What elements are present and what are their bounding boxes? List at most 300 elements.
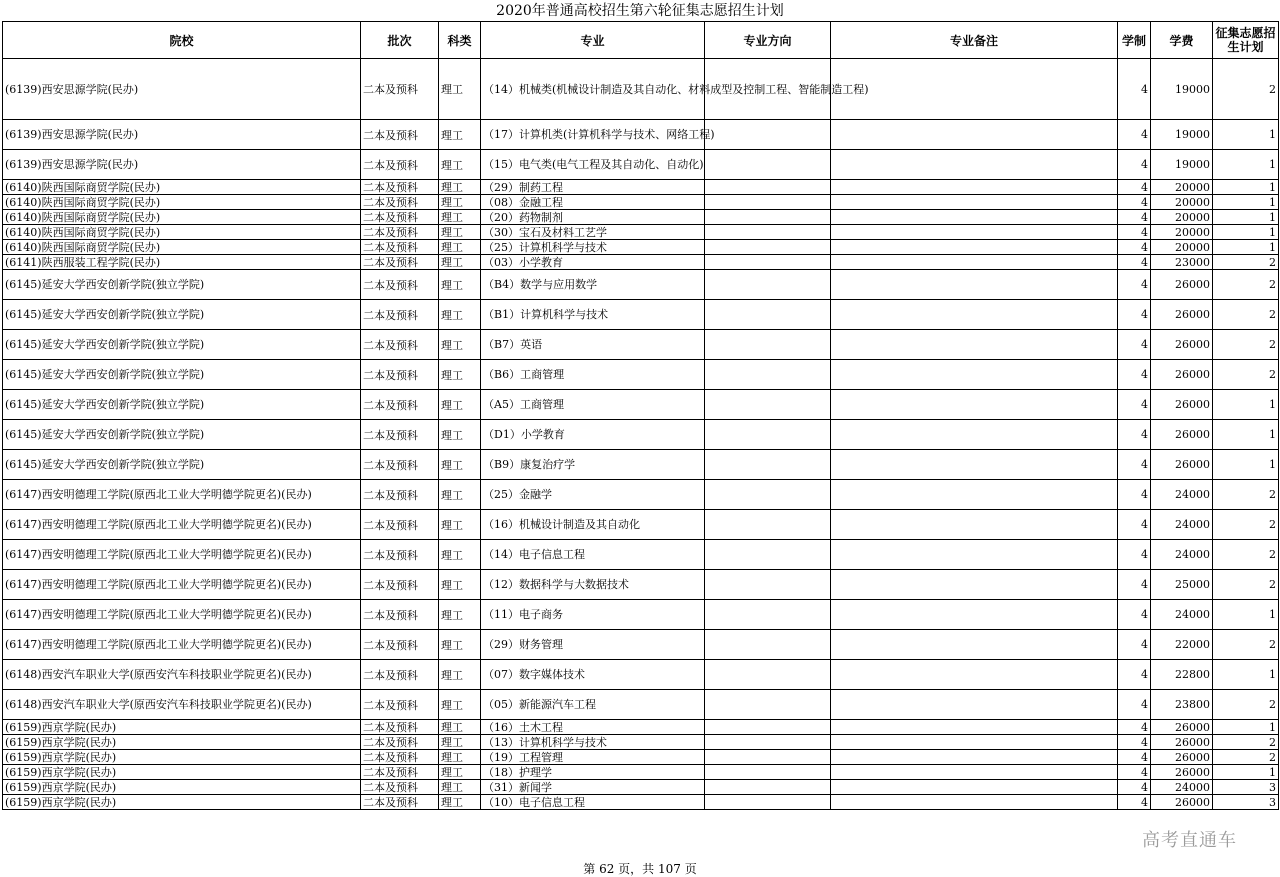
cell-quota: 3 — [1213, 795, 1279, 810]
cell-quota: 1 — [1213, 765, 1279, 780]
cell-quota: 1 — [1213, 600, 1279, 630]
cell-remark — [831, 795, 1118, 810]
header-category: 科类 — [439, 22, 481, 59]
table-row — [3, 690, 1279, 720]
cell-remark — [831, 510, 1118, 540]
cell-batch: 二本及预科 — [361, 540, 439, 570]
cell-school: (6140)陕西国际商贸学院(民办) — [3, 210, 361, 225]
cell-tuition: 23000 — [1151, 255, 1213, 270]
cell-direction — [705, 690, 831, 720]
cell-quota: 1 — [1213, 195, 1279, 210]
table-row — [3, 750, 1279, 765]
cell-category: 理工 — [439, 750, 481, 765]
cell-quota: 2 — [1213, 630, 1279, 660]
table-row — [3, 210, 1279, 225]
cell-remark — [831, 420, 1118, 450]
cell-years: 4 — [1118, 780, 1151, 795]
cell-remark — [831, 750, 1118, 765]
cell-batch: 二本及预科 — [361, 450, 439, 480]
cell-category: 理工 — [439, 450, 481, 480]
cell-school: (6145)延安大学西安创新学院(独立学院) — [3, 390, 361, 420]
page-number: 第 62 页，共 107 页 — [583, 862, 697, 876]
cell-school: (6147)西安明德理工学院(原西北工业大学明德学院更名)(民办) — [3, 510, 361, 540]
cell-category: 理工 — [439, 630, 481, 660]
header-direction: 专业方向 — [705, 22, 831, 59]
cell-tuition: 26000 — [1151, 360, 1213, 390]
cell-years: 4 — [1118, 450, 1151, 480]
cell-quota: 1 — [1213, 390, 1279, 420]
cell-years: 4 — [1118, 330, 1151, 360]
table-row — [3, 735, 1279, 750]
cell-years: 4 — [1118, 180, 1151, 195]
cell-years: 4 — [1118, 510, 1151, 540]
cell-remark — [831, 540, 1118, 570]
header-major: 专业 — [481, 22, 705, 59]
cell-school: (6140)陕西国际商贸学院(民办) — [3, 240, 361, 255]
table-row — [3, 510, 1279, 540]
cell-batch: 二本及预科 — [361, 120, 439, 150]
cell-category: 理工 — [439, 480, 481, 510]
cell-category: 理工 — [439, 150, 481, 180]
table-row — [3, 225, 1279, 240]
cell-direction — [705, 330, 831, 360]
cell-remark — [831, 225, 1118, 240]
cell-batch: 二本及预科 — [361, 150, 439, 180]
cell-batch: 二本及预科 — [361, 480, 439, 510]
cell-quota: 2 — [1213, 540, 1279, 570]
cell-years: 4 — [1118, 300, 1151, 330]
table-row — [3, 59, 1279, 120]
cell-category: 理工 — [439, 510, 481, 540]
cell-school: (6147)西安明德理工学院(原西北工业大学明德学院更名)(民办) — [3, 540, 361, 570]
cell-school: (6145)延安大学西安创新学院(独立学院) — [3, 300, 361, 330]
table-row — [3, 765, 1279, 780]
cell-tuition: 26000 — [1151, 750, 1213, 765]
cell-major: （31）新闻学 — [481, 780, 705, 795]
cell-quota: 2 — [1213, 750, 1279, 765]
cell-school: (6148)西安汽车职业大学(原西安汽车科技职业学院更名)(民办) — [3, 690, 361, 720]
cell-school: (6159)西京学院(民办) — [3, 765, 361, 780]
cell-years: 4 — [1118, 795, 1151, 810]
cell-category: 理工 — [439, 780, 481, 795]
cell-category: 理工 — [439, 360, 481, 390]
cell-school: (6145)延安大学西安创新学院(独立学院) — [3, 270, 361, 300]
cell-category: 理工 — [439, 540, 481, 570]
cell-years: 4 — [1118, 480, 1151, 510]
cell-quota: 2 — [1213, 510, 1279, 540]
table-row — [3, 480, 1279, 510]
cell-major: （29）制药工程 — [481, 180, 705, 195]
cell-years: 4 — [1118, 600, 1151, 630]
cell-major: （25）计算机科学与技术 — [481, 240, 705, 255]
cell-batch: 二本及预科 — [361, 210, 439, 225]
cell-category: 理工 — [439, 195, 481, 210]
cell-quota: 1 — [1213, 660, 1279, 690]
cell-school: (6145)延安大学西安创新学院(独立学院) — [3, 330, 361, 360]
cell-quota: 2 — [1213, 570, 1279, 600]
cell-category: 理工 — [439, 600, 481, 630]
cell-tuition: 26000 — [1151, 450, 1213, 480]
cell-major: （19）工程管理 — [481, 750, 705, 765]
cell-batch: 二本及预科 — [361, 720, 439, 735]
cell-major: （18）护理学 — [481, 765, 705, 780]
cell-remark — [831, 360, 1118, 390]
cell-batch: 二本及预科 — [361, 780, 439, 795]
header-quota: 征集志愿招生计划 — [1213, 22, 1279, 59]
table-row — [3, 780, 1279, 795]
cell-major: （10）电子信息工程 — [481, 795, 705, 810]
cell-major: （12）数据科学与大数据技术 — [481, 570, 705, 600]
table-row — [3, 330, 1279, 360]
cell-direction — [705, 210, 831, 225]
cell-years: 4 — [1118, 225, 1151, 240]
cell-category: 理工 — [439, 660, 481, 690]
cell-school: (6159)西京学院(民办) — [3, 750, 361, 765]
cell-tuition: 26000 — [1151, 795, 1213, 810]
cell-quota: 2 — [1213, 255, 1279, 270]
cell-remark — [831, 120, 1118, 150]
cell-category: 理工 — [439, 570, 481, 600]
cell-remark — [831, 240, 1118, 255]
cell-tuition: 26000 — [1151, 300, 1213, 330]
cell-category: 理工 — [439, 765, 481, 780]
cell-batch: 二本及预科 — [361, 750, 439, 765]
table-row — [3, 255, 1279, 270]
cell-batch: 二本及预科 — [361, 630, 439, 660]
cell-remark — [831, 300, 1118, 330]
cell-major: （15）电气类(电气工程及其自动化、自动化) — [481, 150, 705, 180]
header-years: 学制 — [1118, 22, 1151, 59]
cell-major: （07）数字媒体技术 — [481, 660, 705, 690]
cell-years: 4 — [1118, 255, 1151, 270]
cell-remark — [831, 780, 1118, 795]
cell-school: (6159)西京学院(民办) — [3, 795, 361, 810]
cell-major: （B6）工商管理 — [481, 360, 705, 390]
cell-batch: 二本及预科 — [361, 765, 439, 780]
cell-years: 4 — [1118, 120, 1151, 150]
cell-remark — [831, 630, 1118, 660]
table-row — [3, 195, 1279, 210]
cell-years: 4 — [1118, 540, 1151, 570]
cell-years: 4 — [1118, 750, 1151, 765]
cell-major: （D1）小学教育 — [481, 420, 705, 450]
cell-direction — [705, 540, 831, 570]
cell-direction — [705, 390, 831, 420]
cell-direction — [705, 570, 831, 600]
table-row — [3, 795, 1279, 810]
cell-school: (6141)陕西服装工程学院(民办) — [3, 255, 361, 270]
cell-direction — [705, 420, 831, 450]
cell-remark — [831, 270, 1118, 300]
cell-school: (6147)西安明德理工学院(原西北工业大学明德学院更名)(民办) — [3, 570, 361, 600]
cell-school: (6139)西安思源学院(民办) — [3, 59, 361, 120]
cell-tuition: 22000 — [1151, 630, 1213, 660]
cell-quota: 2 — [1213, 59, 1279, 120]
cell-major: （B1）计算机科学与技术 — [481, 300, 705, 330]
cell-remark — [831, 450, 1118, 480]
table-row — [3, 390, 1279, 420]
cell-batch: 二本及预科 — [361, 255, 439, 270]
cell-batch: 二本及预科 — [361, 795, 439, 810]
cell-major: （11）电子商务 — [481, 600, 705, 630]
cell-years: 4 — [1118, 390, 1151, 420]
cell-batch: 二本及预科 — [361, 690, 439, 720]
table-row — [3, 600, 1279, 630]
table-row — [3, 540, 1279, 570]
cell-major: （03）小学教育 — [481, 255, 705, 270]
cell-category: 理工 — [439, 120, 481, 150]
cell-category: 理工 — [439, 59, 481, 120]
cell-major: （13）计算机科学与技术 — [481, 735, 705, 750]
cell-quota: 2 — [1213, 480, 1279, 510]
cell-major: （16）机械设计制造及其自动化 — [481, 510, 705, 540]
cell-remark — [831, 255, 1118, 270]
cell-remark — [831, 150, 1118, 180]
cell-batch: 二本及预科 — [361, 300, 439, 330]
cell-remark — [831, 600, 1118, 630]
cell-school: (6159)西京学院(民办) — [3, 780, 361, 795]
cell-major: （30）宝石及材料工艺学 — [481, 225, 705, 240]
cell-category: 理工 — [439, 735, 481, 750]
table-row — [3, 720, 1279, 735]
cell-remark — [831, 480, 1118, 510]
cell-school: (6139)西安思源学院(民办) — [3, 120, 361, 150]
cell-school: (6140)陕西国际商贸学院(民办) — [3, 180, 361, 195]
cell-category: 理工 — [439, 270, 481, 300]
cell-batch: 二本及预科 — [361, 510, 439, 540]
cell-direction — [705, 780, 831, 795]
cell-batch: 二本及预科 — [361, 420, 439, 450]
cell-years: 4 — [1118, 720, 1151, 735]
cell-tuition: 19000 — [1151, 150, 1213, 180]
cell-tuition: 20000 — [1151, 180, 1213, 195]
cell-years: 4 — [1118, 59, 1151, 120]
cell-quota: 1 — [1213, 210, 1279, 225]
cell-quota: 1 — [1213, 450, 1279, 480]
cell-direction — [705, 660, 831, 690]
cell-tuition: 19000 — [1151, 120, 1213, 150]
cell-major: （08）金融工程 — [481, 195, 705, 210]
cell-tuition: 26000 — [1151, 270, 1213, 300]
cell-school: (6147)西安明德理工学院(原西北工业大学明德学院更名)(民办) — [3, 600, 361, 630]
cell-school: (6140)陕西国际商贸学院(民办) — [3, 225, 361, 240]
cell-batch: 二本及预科 — [361, 180, 439, 195]
table-row — [3, 300, 1279, 330]
cell-remark — [831, 720, 1118, 735]
cell-tuition: 19000 — [1151, 59, 1213, 120]
cell-years: 4 — [1118, 660, 1151, 690]
cell-direction — [705, 765, 831, 780]
header-school: 院校 — [3, 22, 361, 59]
cell-direction — [705, 630, 831, 660]
cell-category: 理工 — [439, 420, 481, 450]
cell-major: （A5）工商管理 — [481, 390, 705, 420]
cell-years: 4 — [1118, 360, 1151, 390]
cell-batch: 二本及预科 — [361, 59, 439, 120]
cell-batch: 二本及预科 — [361, 735, 439, 750]
cell-quota: 2 — [1213, 360, 1279, 390]
cell-category: 理工 — [439, 240, 481, 255]
cell-tuition: 26000 — [1151, 765, 1213, 780]
cell-batch: 二本及预科 — [361, 195, 439, 210]
cell-batch: 二本及预科 — [361, 570, 439, 600]
cell-years: 4 — [1118, 270, 1151, 300]
cell-batch: 二本及预科 — [361, 330, 439, 360]
cell-tuition: 24000 — [1151, 480, 1213, 510]
cell-quota: 1 — [1213, 420, 1279, 450]
cell-school: (6148)西安汽车职业大学(原西安汽车科技职业学院更名)(民办) — [3, 660, 361, 690]
cell-batch: 二本及预科 — [361, 390, 439, 420]
cell-quota: 3 — [1213, 780, 1279, 795]
cell-tuition: 26000 — [1151, 735, 1213, 750]
table-row — [3, 240, 1279, 255]
cell-category: 理工 — [439, 180, 481, 195]
watermark: 高考直通车 — [1142, 830, 1237, 851]
cell-remark — [831, 210, 1118, 225]
cell-school: (6145)延安大学西安创新学院(独立学院) — [3, 450, 361, 480]
cell-school: (6145)延安大学西安创新学院(独立学院) — [3, 360, 361, 390]
cell-major: （14）机械类(机械设计制造及其自动化、材料成型及控制工程、智能制造工程) — [481, 59, 705, 120]
cell-major: （25）金融学 — [481, 480, 705, 510]
cell-years: 4 — [1118, 735, 1151, 750]
header-tuition: 学费 — [1151, 22, 1213, 59]
table-row — [3, 450, 1279, 480]
table-row — [3, 180, 1279, 195]
cell-major: （B7）英语 — [481, 330, 705, 360]
cell-years: 4 — [1118, 765, 1151, 780]
cell-years: 4 — [1118, 420, 1151, 450]
header-batch: 批次 — [361, 22, 439, 59]
cell-years: 4 — [1118, 570, 1151, 600]
cell-tuition: 24000 — [1151, 600, 1213, 630]
cell-years: 4 — [1118, 210, 1151, 225]
cell-tuition: 24000 — [1151, 510, 1213, 540]
table-row — [3, 660, 1279, 690]
cell-years: 4 — [1118, 690, 1151, 720]
cell-category: 理工 — [439, 255, 481, 270]
table-row — [3, 150, 1279, 180]
cell-direction — [705, 735, 831, 750]
cell-batch: 二本及预科 — [361, 660, 439, 690]
cell-category: 理工 — [439, 720, 481, 735]
cell-direction — [705, 150, 831, 180]
table-row — [3, 120, 1279, 150]
cell-direction — [705, 180, 831, 195]
cell-direction — [705, 600, 831, 630]
cell-direction — [705, 510, 831, 540]
cell-major: （17）计算机类(计算机科学与技术、网络工程) — [481, 120, 705, 150]
cell-tuition: 26000 — [1151, 390, 1213, 420]
cell-tuition: 20000 — [1151, 210, 1213, 225]
cell-direction — [705, 450, 831, 480]
cell-quota: 1 — [1213, 150, 1279, 180]
cell-batch: 二本及预科 — [361, 600, 439, 630]
cell-tuition: 26000 — [1151, 420, 1213, 450]
cell-tuition: 24000 — [1151, 780, 1213, 795]
cell-major: （B9）康复治疗学 — [481, 450, 705, 480]
cell-quota: 1 — [1213, 720, 1279, 735]
cell-years: 4 — [1118, 630, 1151, 660]
cell-direction — [705, 225, 831, 240]
cell-tuition: 23800 — [1151, 690, 1213, 720]
cell-category: 理工 — [439, 300, 481, 330]
cell-major: （14）电子信息工程 — [481, 540, 705, 570]
cell-quota: 1 — [1213, 180, 1279, 195]
cell-school: (6139)西安思源学院(民办) — [3, 150, 361, 180]
cell-school: (6159)西京学院(民办) — [3, 720, 361, 735]
cell-school: (6159)西京学院(民办) — [3, 735, 361, 750]
cell-major: （05）新能源汽车工程 — [481, 690, 705, 720]
page-title: 2020年普通高校招生第六轮征集志愿招生计划 — [496, 3, 784, 19]
cell-direction — [705, 195, 831, 210]
cell-direction — [705, 270, 831, 300]
cell-years: 4 — [1118, 195, 1151, 210]
cell-direction — [705, 750, 831, 765]
cell-major: （20）药物制剂 — [481, 210, 705, 225]
cell-tuition: 24000 — [1151, 540, 1213, 570]
table-row — [3, 570, 1279, 600]
cell-remark — [831, 59, 1118, 120]
cell-quota: 2 — [1213, 270, 1279, 300]
cell-direction — [705, 720, 831, 735]
cell-remark — [831, 765, 1118, 780]
cell-school: (6147)西安明德理工学院(原西北工业大学明德学院更名)(民办) — [3, 630, 361, 660]
cell-direction — [705, 300, 831, 330]
cell-remark — [831, 735, 1118, 750]
cell-quota: 2 — [1213, 330, 1279, 360]
cell-major: （16）土木工程 — [481, 720, 705, 735]
cell-tuition: 20000 — [1151, 195, 1213, 210]
cell-years: 4 — [1118, 240, 1151, 255]
cell-remark — [831, 660, 1118, 690]
cell-direction — [705, 240, 831, 255]
table-row — [3, 630, 1279, 660]
cell-remark — [831, 195, 1118, 210]
cell-quota: 1 — [1213, 120, 1279, 150]
cell-batch: 二本及预科 — [361, 240, 439, 255]
cell-tuition: 25000 — [1151, 570, 1213, 600]
cell-tuition: 26000 — [1151, 720, 1213, 735]
cell-category: 理工 — [439, 390, 481, 420]
cell-category: 理工 — [439, 210, 481, 225]
cell-tuition: 20000 — [1151, 225, 1213, 240]
cell-major: （B4）数学与应用数学 — [481, 270, 705, 300]
cell-quota: 2 — [1213, 690, 1279, 720]
cell-remark — [831, 180, 1118, 195]
cell-years: 4 — [1118, 150, 1151, 180]
cell-direction — [705, 120, 831, 150]
cell-direction — [705, 480, 831, 510]
cell-batch: 二本及预科 — [361, 360, 439, 390]
cell-remark — [831, 570, 1118, 600]
table-header-row — [3, 22, 1279, 59]
cell-direction — [705, 360, 831, 390]
cell-category: 理工 — [439, 690, 481, 720]
cell-batch: 二本及预科 — [361, 225, 439, 240]
cell-batch: 二本及预科 — [361, 270, 439, 300]
cell-direction — [705, 795, 831, 810]
cell-remark — [831, 690, 1118, 720]
cell-tuition: 22800 — [1151, 660, 1213, 690]
cell-quota: 1 — [1213, 225, 1279, 240]
cell-school: (6147)西安明德理工学院(原西北工业大学明德学院更名)(民办) — [3, 480, 361, 510]
cell-category: 理工 — [439, 795, 481, 810]
table-body — [3, 59, 1279, 810]
cell-tuition: 20000 — [1151, 240, 1213, 255]
header-remark: 专业备注 — [831, 22, 1118, 59]
table-row — [3, 420, 1279, 450]
enrollment-plan-table — [2, 21, 1279, 810]
